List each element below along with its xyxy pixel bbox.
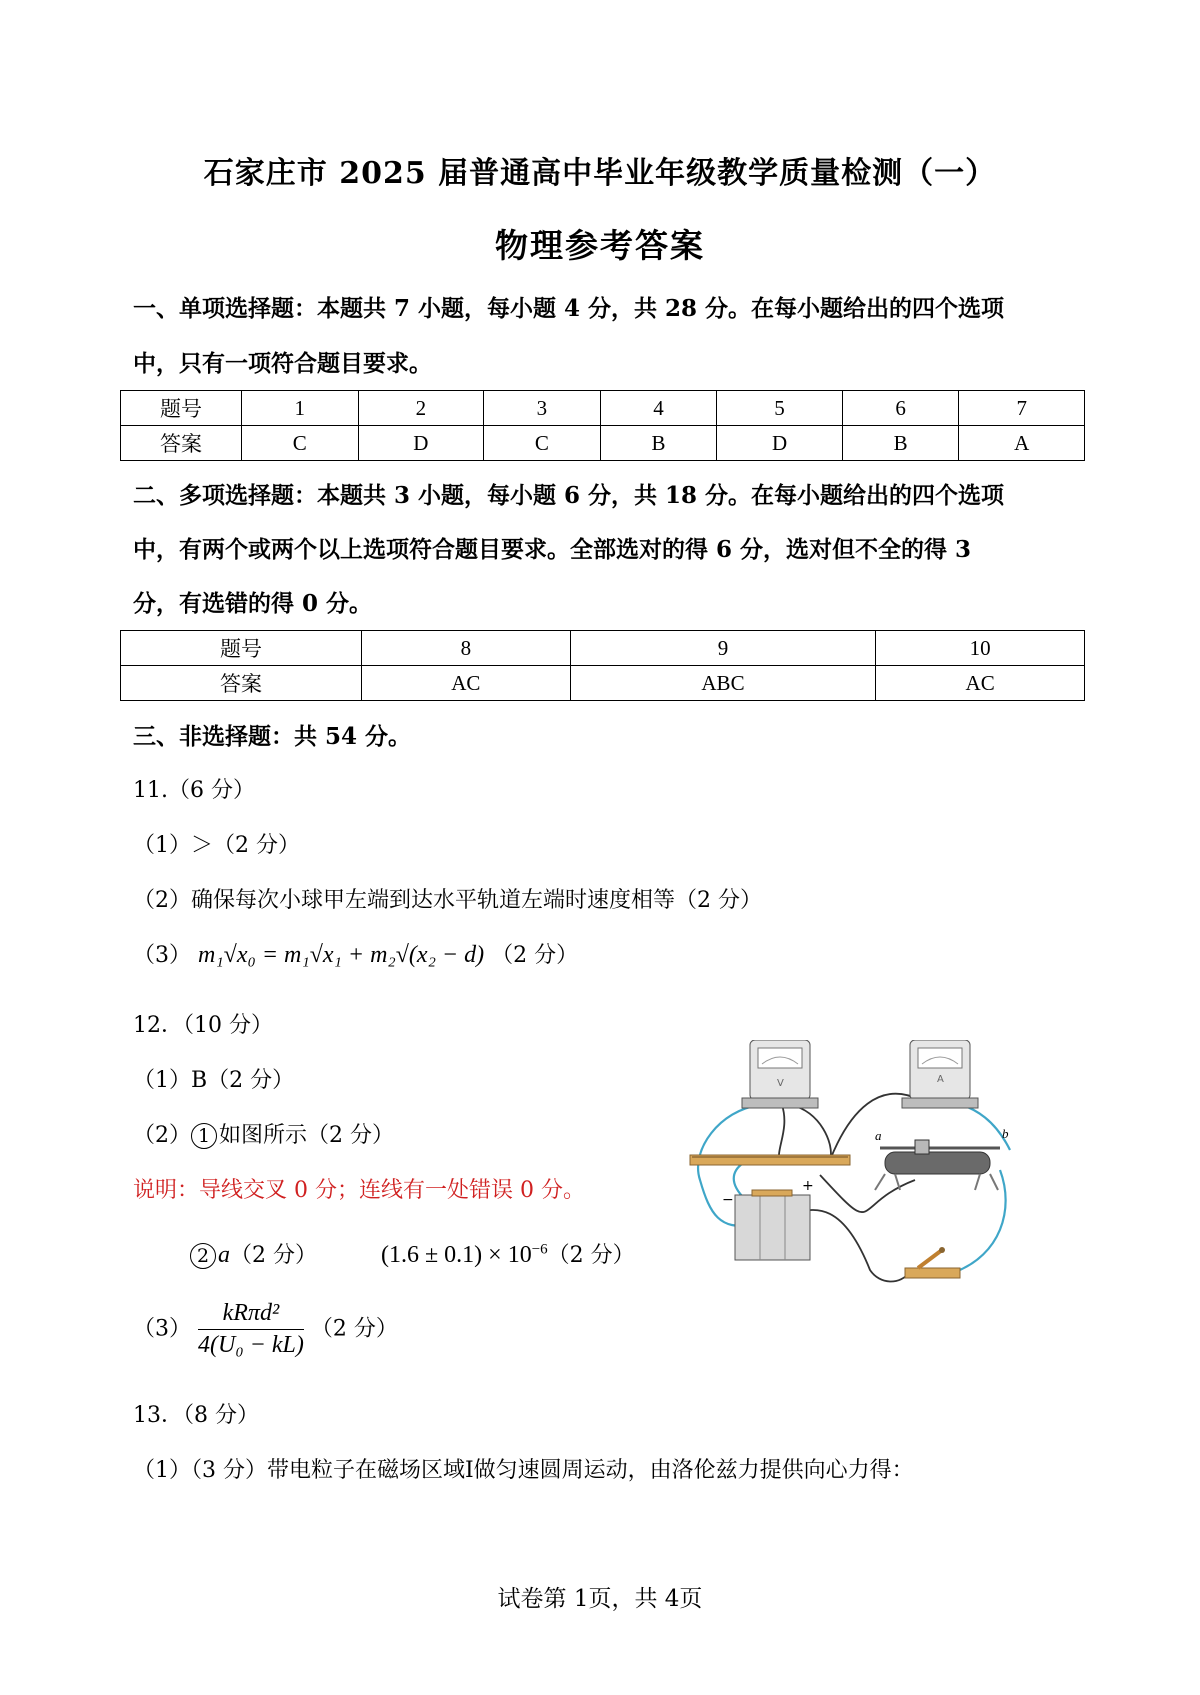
table-cell: 题号 bbox=[121, 391, 242, 426]
wire bbox=[955, 1170, 1006, 1272]
q12-part2b bbox=[190, 1238, 635, 1269]
table-cell: 9 bbox=[570, 631, 876, 666]
q12-part1: （1）B（2 分） bbox=[133, 1068, 295, 1093]
wire bbox=[779, 1105, 784, 1162]
table-cell: 2 bbox=[358, 391, 484, 426]
table-cell: B bbox=[600, 426, 717, 461]
table-row bbox=[121, 426, 1085, 461]
section2-line1: 二、多项选择题：本题共 3 小题，每小题 6 分，共 18 分。在每小题给出的四个选项 bbox=[133, 482, 1005, 509]
table-cell: 10 bbox=[876, 631, 1085, 666]
section1-line1: 一、单项选择题：本题共 7 小题，每小题 4 分，共 28 分。在每小题给出的四个选项 bbox=[133, 295, 1005, 322]
ammeter bbox=[902, 1040, 978, 1108]
q11-part3-score: （2 分） bbox=[491, 943, 579, 968]
table-cell: B bbox=[842, 426, 959, 461]
switch bbox=[905, 1247, 960, 1278]
circled-number: 2 bbox=[190, 1243, 216, 1269]
q12-fraction bbox=[198, 1300, 304, 1359]
table-row bbox=[121, 391, 1085, 426]
table-cell: 6 bbox=[842, 391, 959, 426]
single-choice-answer-table bbox=[120, 390, 1085, 461]
q11-part2: （2）确保每次小球甲左端到达水平轨道左端时速度相等（2 分） bbox=[133, 888, 762, 913]
table-cell: 5 bbox=[717, 391, 843, 426]
battery-minus-label: − bbox=[722, 1192, 734, 1208]
ammeter-label: A bbox=[937, 1074, 944, 1085]
table-cell: 答案 bbox=[121, 426, 242, 461]
table-cell: AC bbox=[876, 666, 1085, 701]
q12-exponent: −6 bbox=[531, 1241, 548, 1258]
table-cell: C bbox=[242, 426, 359, 461]
section3-heading: 三、非选择题：共 54 分。 bbox=[133, 723, 412, 750]
table-cell: 4 bbox=[600, 391, 717, 426]
terminal-a-label: a bbox=[875, 1128, 882, 1143]
table-cell: 1 bbox=[242, 391, 359, 426]
rheostat bbox=[875, 1126, 1009, 1190]
voltmeter-label: V bbox=[777, 1078, 784, 1089]
document-title: 石家庄市 2025 届普通高中毕业年级教学质量检测（一） bbox=[203, 156, 997, 191]
q11-formula: m₁√x₀ = m₁√x₁ + m₂√(x₂ − d) bbox=[198, 942, 485, 968]
section2-line2: 中，有两个或两个以上选项符合题目要求。全部选对的得 6 分，选对但不全的得 3 bbox=[133, 536, 972, 563]
wire bbox=[820, 1175, 915, 1212]
table-cell: 8 bbox=[362, 631, 571, 666]
battery-plus-label: + bbox=[802, 1178, 814, 1194]
fraction-denominator: 4(U₀ − kL) bbox=[198, 1332, 304, 1358]
table-cell: 3 bbox=[484, 391, 601, 426]
table-cell: AC bbox=[362, 666, 571, 701]
terminal-b-label: b bbox=[1002, 1126, 1009, 1141]
q13-title: 13．（8 分） bbox=[133, 1403, 259, 1428]
q12-resistivity-value: (1.6 ± 0.1) × 10 bbox=[381, 1242, 532, 1268]
wire bbox=[790, 1105, 831, 1160]
q12-part2b-score: （2 分） bbox=[230, 1243, 317, 1268]
q12-part3-prefix: （3） bbox=[133, 1316, 191, 1342]
table-row bbox=[121, 666, 1085, 701]
circled-number: 1 bbox=[191, 1123, 217, 1149]
circuit-diagram bbox=[680, 1040, 1040, 1320]
document-subtitle: 物理参考答案 bbox=[495, 226, 705, 265]
q12-part2 bbox=[133, 1118, 394, 1149]
q11-part1: （1）＞（2 分） bbox=[133, 833, 300, 858]
q11-title: 11.（6 分） bbox=[133, 778, 255, 803]
q12-part3-score: （2 分） bbox=[310, 1316, 398, 1342]
q12-part2-prefix: （2） bbox=[133, 1123, 191, 1148]
table-cell: 题号 bbox=[121, 631, 362, 666]
table-cell: 答案 bbox=[121, 666, 362, 701]
voltmeter bbox=[742, 1040, 818, 1108]
q12-part2-text: 如图所示（2 分） bbox=[219, 1123, 394, 1148]
battery bbox=[722, 1178, 814, 1260]
q12-title: 12．（10 分） bbox=[133, 1013, 273, 1038]
q11-part3-prefix: （3） bbox=[133, 943, 191, 968]
section1-line2: 中，只有一项符合题目要求。 bbox=[133, 350, 432, 377]
table-cell: D bbox=[717, 426, 843, 461]
q12-note: 说明：导线交叉 0 分；连线有一处错误 0 分。 bbox=[133, 1178, 585, 1203]
fraction-numerator: kRπd² bbox=[198, 1300, 304, 1330]
table-cell: 7 bbox=[959, 391, 1085, 426]
q12-part2b-score2: （2 分） bbox=[547, 1243, 635, 1268]
q13-part1: （1）（3 分）带电粒子在磁场区域Ⅰ做匀速圆周运动，由洛伦兹力提供向心力得： bbox=[133, 1458, 914, 1483]
page-footer: 试卷第 1页，共 4页 bbox=[497, 1586, 703, 1612]
table-cell: ABC bbox=[570, 666, 876, 701]
table-cell: D bbox=[358, 426, 484, 461]
q11-part3 bbox=[133, 938, 578, 969]
table-row bbox=[121, 631, 1085, 666]
q12-answer-var: a bbox=[218, 1242, 230, 1268]
table-cell: A bbox=[959, 426, 1085, 461]
table-cell: C bbox=[484, 426, 601, 461]
multi-choice-answer-table bbox=[120, 630, 1085, 701]
section2-line3: 分，有选错的得 0 分。 bbox=[133, 590, 373, 617]
q12-part3 bbox=[133, 1300, 398, 1359]
